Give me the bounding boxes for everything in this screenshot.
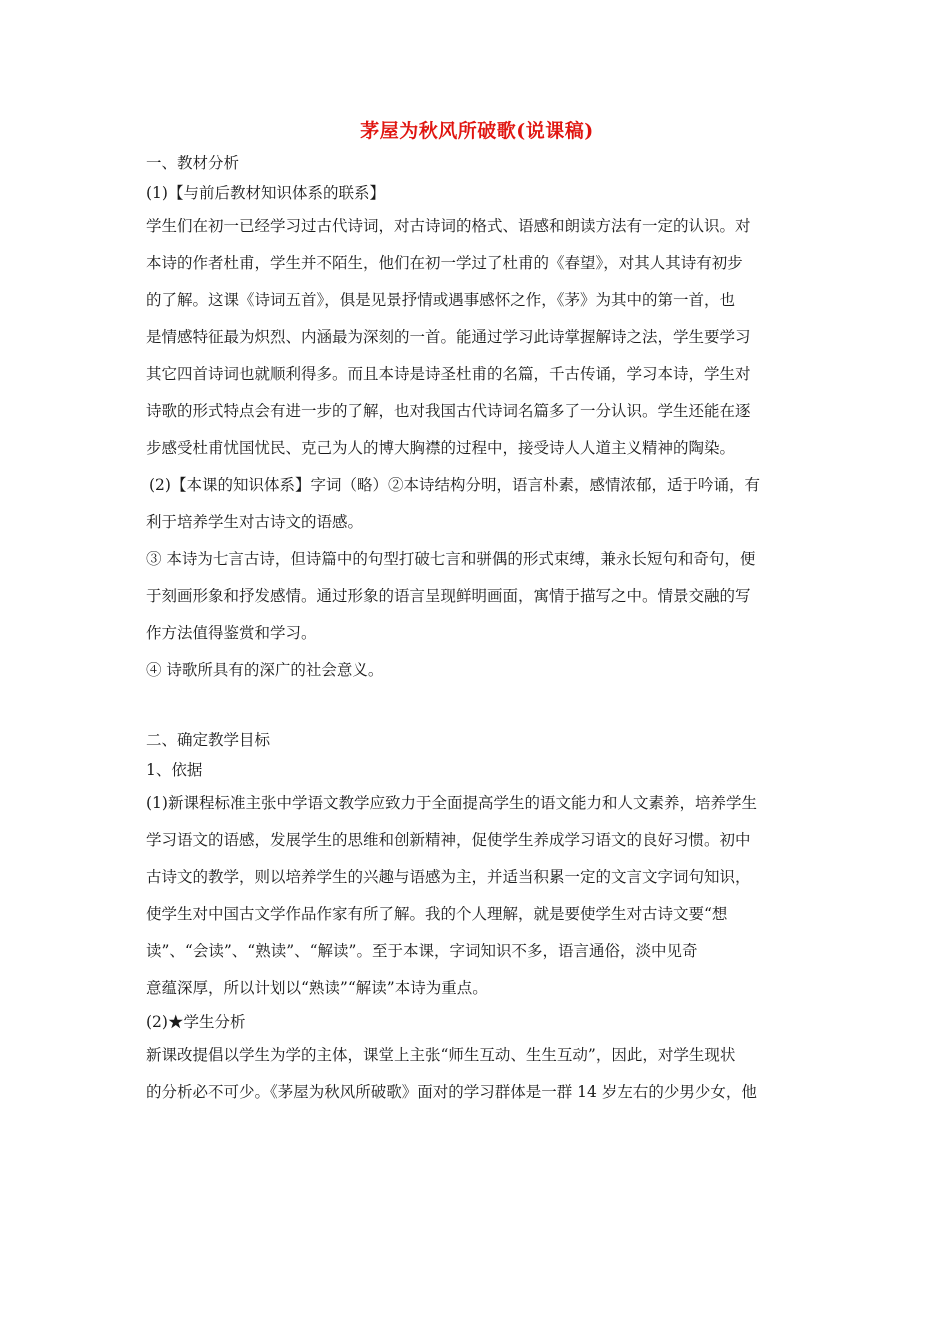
- paragraph-line: ③ 本诗为七言古诗，但诗篇中的句型打破七言和骈偶的形式束缚，兼永长短句和奇句，便: [146, 550, 756, 568]
- paragraph-line: 学生们在初一已经学习过古代诗词，对古诗词的格式、语感和朗读方法有一定的认识。对: [146, 217, 751, 235]
- paragraph-line: 是情感特征最为炽烈、内涵最为深刻的一首。能通过学习此诗掌握解诗之法，学生要学习: [146, 328, 751, 346]
- paragraph-line: 的分析必不可少。《茅屋为秋风所破歌》面对的学习群体是一群 14 岁左右的少男少女，他: [146, 1083, 757, 1101]
- paragraph-line: 的了解。这课《诗词五首》，俱是见景抒情或遇事感怀之作，《茅》为其中的第一首，也: [146, 291, 736, 309]
- paragraph-line: 学习语文的语感，发展学生的思维和创新精神，促使学生养成学习语文的良好习惯。初中: [146, 831, 751, 849]
- paragraph-line: 新课改提倡以学生为学的主体，课堂上主张“师生互动、生生互动”，因此，对学生现状: [146, 1046, 736, 1064]
- paragraph-line: (1)新课程标准主张中学语文教学应致力于全面提高学生的语文能力和人文素养，培养学生: [146, 794, 757, 812]
- subheading: 1、依据: [146, 761, 203, 779]
- paragraph-line: 于刻画形象和抒发感情。通过形象的语言呈现鲜明画面，寓情于描写之中。情景交融的写: [146, 587, 751, 605]
- paragraph-line: 诗歌的形式特点会有进一步的了解，也对我国古代诗词名篇多了一分认识。学生还能在逐: [146, 402, 751, 420]
- paragraph-line: 其它四首诗词也就顺利得多。而且本诗是诗圣杜甫的名篇，千古传诵，学习本诗，学生对: [146, 365, 751, 383]
- section-heading-1: 一、教材分析: [146, 154, 240, 172]
- blank-line: [146, 689, 808, 725]
- paragraph-line: 使学生对中国古文学作品作家有所了解。我的个人理解，就是要使学生对古诗文要“想: [146, 905, 728, 923]
- paragraph-line: 作方法值得鉴赏和学习。: [146, 624, 317, 642]
- paragraph-line: 读”、“会读”、“熟读”、“解读”。至于本课，字词知识不多，语言通俗，淡中见奇: [146, 942, 698, 960]
- paragraph-line: 古诗文的教学，则以培养学生的兴趣与语感为主，并适当积累一定的文言文字词句知识，: [146, 868, 751, 886]
- paragraph-line: 意蕴深厚，所以计划以“熟读”“解读”本诗为重点。: [146, 979, 488, 997]
- document-title: 茅屋为秋风所破歌(说课稿): [360, 120, 594, 142]
- subheading: (2)★学生分析: [146, 1013, 246, 1031]
- paragraph-line: 步感受杜甫忧国忧民、克己为人的博大胸襟的过程中，接受诗人人道主义精神的陶染。: [146, 439, 736, 457]
- paragraph-line: (2)【本课的知识体系】字词（略）②本诗结构分明，语言朴素，感情浓郁，适于吟诵，有: [149, 476, 760, 494]
- paragraph-line: ④ 诗歌所具有的深广的社会意义。: [146, 661, 384, 679]
- section-heading-2: 二、确定教学目标: [146, 731, 271, 749]
- paragraph-line: 本诗的作者杜甫，学生并不陌生，他们在初一学过了杜甫的《春望》，对其人其诗有初步: [146, 254, 743, 272]
- subheading: (1)【与前后教材知识体系的联系】: [146, 184, 385, 202]
- paragraph-line: 利于培养学生对古诗文的语感。: [146, 513, 364, 531]
- document-page: [146, 118, 808, 1111]
